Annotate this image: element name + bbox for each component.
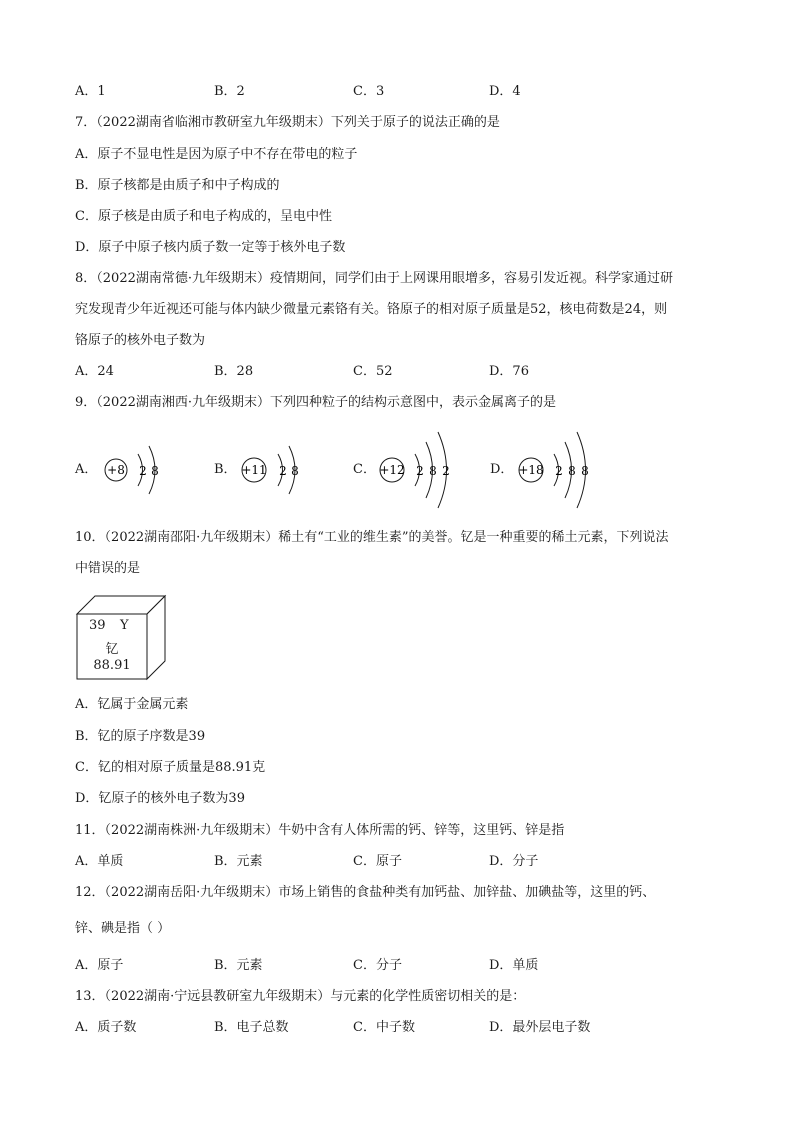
element-symbol: Y — [120, 618, 129, 633]
shell-electrons: 8 — [581, 464, 589, 478]
q11-option-d: D．分子 — [489, 854, 539, 869]
shell-electrons: 8 — [291, 464, 299, 478]
q8-stem-line-1: 8．（2022湖南常德·九年级期末）疫情期间，同学们由于上网课用眼增多，容易引发近视。科学家通过研 — [75, 271, 673, 286]
q8-stem-line-2: 究发现青少年近视还可能与体内缺少微量元素铬有关。铬原子的相对原子质量是52，核电荷数是24，则 — [75, 302, 668, 317]
q12-option-a: A．原子 — [75, 958, 124, 973]
atom-label: C． — [353, 462, 376, 477]
atom-label: A． — [75, 462, 98, 477]
q12-option-c: C．分子 — [353, 958, 402, 973]
q8-stem-line-3: 铬原子的核外电子数为 — [75, 333, 206, 348]
q13-option-b: B．电子总数 — [214, 1020, 289, 1035]
q11-stem: 11．（2022湖南株洲·九年级期末）牛奶中含有人体所需的钙、锌等，这里钙、锌是指 — [75, 823, 565, 838]
q12-stem-line-1: 12．（2022湖南岳阳·九年级期末）市场上销售的食盐种类有加钙盐、加锌盐、加碘盐等，这里的钙、 — [75, 885, 656, 900]
atom-structure-diagram — [240, 428, 350, 508]
shell-electrons: 2 — [279, 464, 287, 478]
q8-option-b: B．28 — [214, 364, 254, 379]
shell-electrons: 8 — [568, 464, 576, 478]
q13-option-d: D．最外层电子数 — [489, 1020, 591, 1035]
q10-option-b: B．钇的原子序数是39 — [75, 729, 206, 744]
atom-structure-diagram — [379, 428, 499, 508]
shell-electrons: 2 — [139, 464, 147, 478]
q11-option-c: C．原子 — [353, 854, 402, 869]
q13-stem: 13．（2022湖南·宁远县教研室九年级期末）与元素的化学性质密切相关的是： — [75, 989, 526, 1004]
q10-option-c: C．钇的相对原子质量是88.91克 — [75, 760, 266, 775]
shell-electrons: 2 — [442, 464, 450, 478]
shell-electrons: 8 — [429, 464, 437, 478]
atom-structure-diagram — [101, 428, 211, 508]
q6-option-a: A．1 — [75, 84, 106, 99]
atom-label: B． — [214, 462, 237, 477]
shell-electrons: 2 — [416, 464, 424, 478]
q9-stem: 9．（2022湖南湘西·九年级期末）下列四种粒子的结构示意图中，表示金属离子的是 — [75, 395, 556, 410]
q11-option-a: A．单质 — [75, 854, 124, 869]
q12-option-d: D．单质 — [489, 958, 539, 973]
nucleus-charge: +8 — [107, 463, 125, 477]
shell-electrons: 8 — [151, 464, 159, 478]
atom-label: D． — [490, 462, 514, 477]
q8-option-d: D．76 — [489, 364, 529, 379]
q6-option-b: B．2 — [214, 84, 245, 99]
q10-option-a: A．钇属于金属元素 — [75, 697, 189, 712]
q6-option-c: C．3 — [353, 84, 385, 99]
q7-option-b: B．原子核都是由质子和中子构成的 — [75, 178, 280, 193]
element-name: 钇 — [105, 642, 119, 657]
shell-electrons: 2 — [555, 464, 563, 478]
nucleus-charge: +12 — [379, 463, 405, 477]
nucleus-charge: +11 — [241, 463, 267, 477]
q10-stem-line-1: 10．（2022湖南邵阳·九年级期末）稀土有“工业的维生素”的美誉。钇是一种重要的稀土元素，下列说法 — [75, 530, 669, 545]
nucleus-charge: +18 — [518, 463, 544, 477]
q7-option-c: C．原子核是由质子和电子构成的，呈电中性 — [75, 209, 332, 224]
q10-option-d: D．钇原子的核外电子数为39 — [75, 791, 245, 806]
atom-structure-diagram — [516, 428, 636, 508]
q6-option-d: D．4 — [489, 84, 521, 99]
q13-option-a: A．质子数 — [75, 1020, 137, 1035]
q11-option-b: B．元素 — [214, 854, 263, 869]
element-card — [75, 594, 167, 686]
element-atomic-number: 39 — [89, 618, 106, 633]
q7-stem: 7．（2022湖南省临湘市教研室九年级期末）下列关于原子的说法正确的是 — [75, 115, 500, 130]
q8-option-c: C．52 — [353, 364, 393, 379]
q13-option-c: C．中子数 — [353, 1020, 415, 1035]
q7-option-a: A．原子不显电性是因为原子中不存在带电的粒子 — [75, 147, 358, 162]
q12-option-b: B．元素 — [214, 958, 263, 973]
q8-option-a: A．24 — [75, 364, 114, 379]
element-atomic-mass: 88.91 — [93, 658, 131, 673]
q10-stem-line-2: 中错误的是 — [75, 561, 141, 576]
q12-stem-line-2: 锌、碘是指（ ） — [75, 921, 171, 936]
q7-option-d: D．原子中原子核内质子数一定等于核外电子数 — [75, 240, 346, 255]
